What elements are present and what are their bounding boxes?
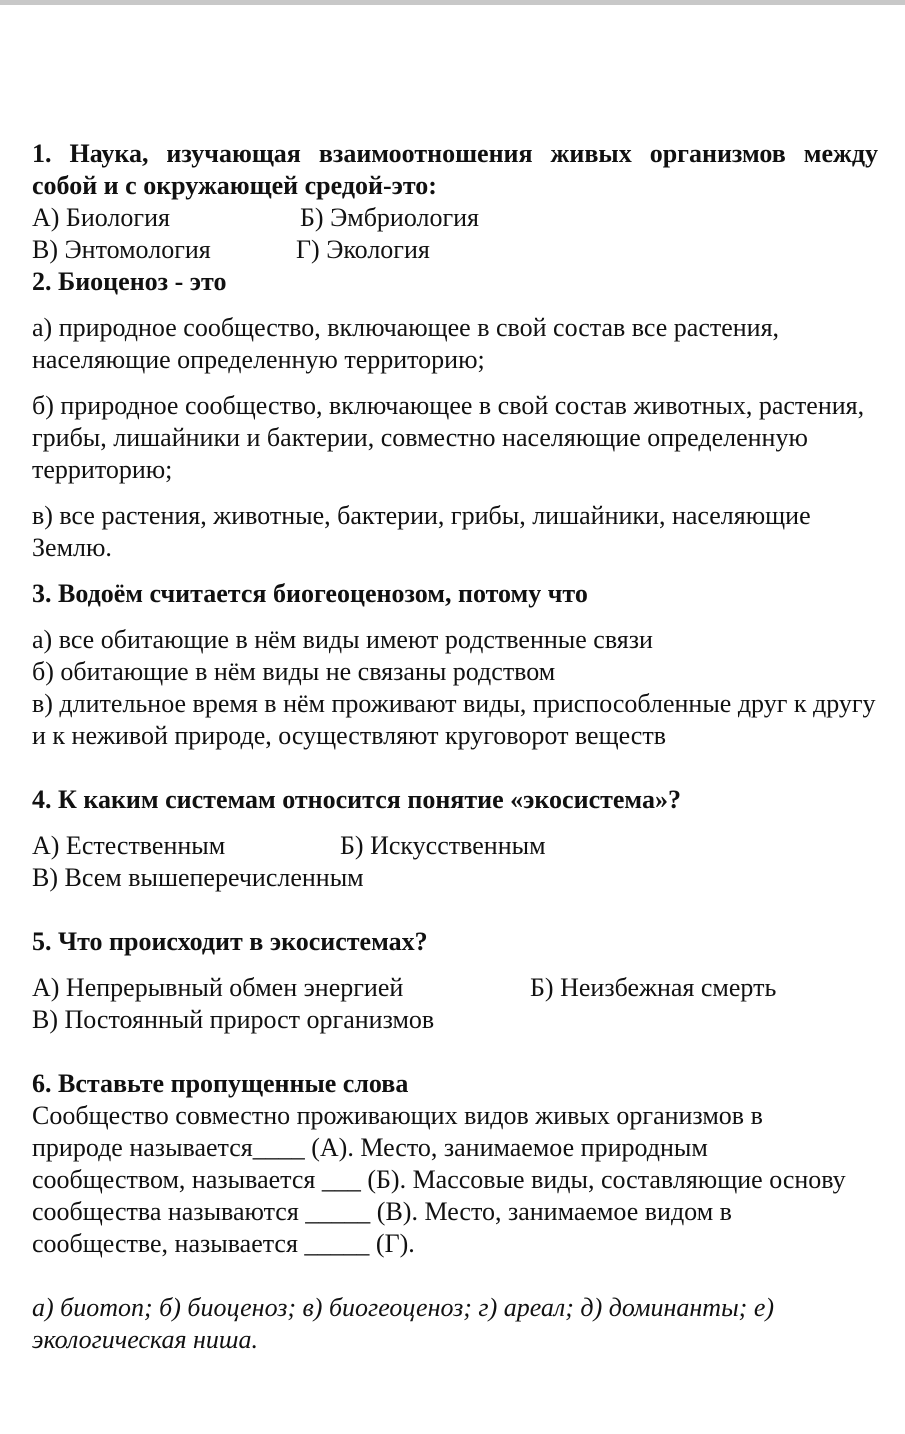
question-6-title: 6. Вставьте пропущенные слова: [32, 1069, 409, 1098]
question-5-option-c: В) Постоянный прирост организмов: [32, 1005, 435, 1034]
question-4-option-b: Б) Искусственным: [340, 831, 546, 860]
question-4-option-c: В) Всем вышеперечисленным: [32, 863, 364, 892]
question-2-option-b: б) природное сообщество, включающее в свой состав животных, растения, грибы, лишайники и бактерии, совместно населяющие определенную территорию;: [32, 391, 865, 484]
question-5-option-b: Б) Неизбежная смерть: [530, 973, 777, 1002]
worksheet: [32, 138, 878, 1356]
question-1-option-c: В) Энтомология: [32, 235, 211, 264]
question-3-option-b: б) обитающие в нём виды не связаны родством: [32, 657, 556, 686]
question-3-option-a: а) все обитающие в нём виды имеют родственные связи: [32, 625, 653, 654]
question-3-title: 3. Водоём считается биогеоценозом, потому что: [32, 579, 588, 608]
question-1-options-row-2: [32, 234, 878, 266]
question-2-option-a: а) природное сообщество, включающее в свой состав все растения, населяющие определенную территорию;: [32, 313, 780, 374]
question-6-text: Сообщество совместно проживающих видов живых организмов в природе называется____ (А). Место, занимаемое природным сообществом, называется ___ (Б). Массовые виды, составляющие основу сообщества называются _____ (В). Место, занимаемое видом в сообществе, называется _____ (Г).: [32, 1101, 846, 1258]
question-5-title: 5. Что происходит в экосистемах?: [32, 927, 428, 956]
question-2-option-c: в) все растения, животные, бактерии, грибы, лишайники, населяющие Землю.: [32, 501, 811, 562]
question-6-answer-options: а) биотоп; б) биоценоз; в) биогеоценоз; г) ареал; д) доминанты; е) экологическая ниша.: [32, 1293, 775, 1354]
question-4-options-row-1: [32, 830, 878, 862]
question-3-option-c: в) длительное время в нём проживают виды, приспособленные друг к другу и к неживой природе, осуществляют круговорот веществ: [32, 689, 876, 750]
top-border: [0, 0, 905, 5]
question-5-options-row-1: [32, 972, 878, 1004]
question-1-option-b: Б) Эмбриология: [300, 203, 480, 232]
question-1-option-a: А) Биология: [32, 203, 170, 232]
question-2-title: 2. Биоценоз - это: [32, 267, 227, 296]
question-1-options-row-1: [32, 202, 878, 234]
question-4-title: 4. К каким системам относится понятие «экосистема»?: [32, 785, 681, 814]
question-1-title: 1. Наука, изучающая взаимоотношения живых организмов между собой и с окружающей средой-это:: [32, 139, 878, 200]
question-1-option-d: Г) Экология: [296, 235, 430, 264]
question-4-option-a: А) Естественным: [32, 831, 226, 860]
question-5-option-a: А) Непрерывный обмен энергией: [32, 973, 404, 1002]
